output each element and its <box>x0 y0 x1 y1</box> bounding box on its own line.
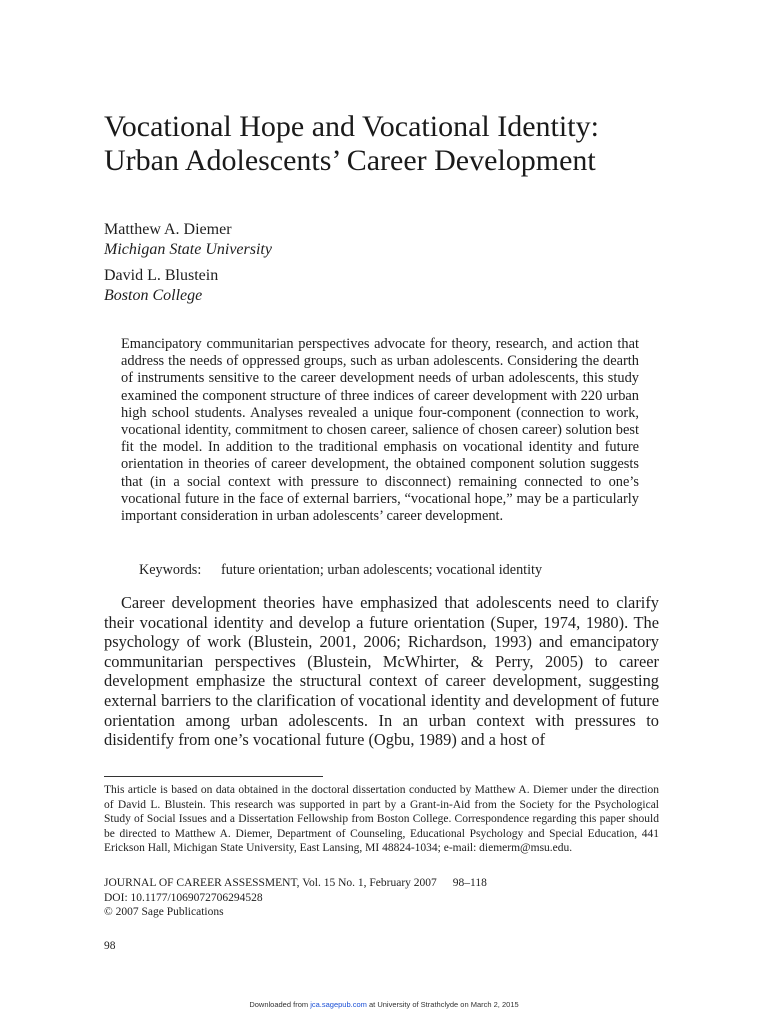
journal-citation-line <box>104 876 659 891</box>
author-affiliation-1: Michigan State University <box>104 241 272 258</box>
journal-doi: DOI: 10.1177/1069072706294528 <box>104 891 263 904</box>
journal-citation: JOURNAL OF CAREER ASSESSMENT, Vol. 15 No. 1, February 2007 <box>104 877 437 889</box>
download-prefix: Downloaded from <box>249 1000 309 1009</box>
article-title <box>104 110 704 178</box>
footnote: This article is based on data obtained in the doctoral dissertation conducted by Matthew A. Diemer under the direction of David L. Blustein. This research was supported in part by a Grant-in-Aid from the Society for the Psychological Study of Social Issues and a Dissertation Fellowship from Boston College. Correspondence regarding this paper should be directed to Matthew A. Diemer, Department of Counseling, Educational Psychology and Special Education, 441 Erickson Hall, Michigan State University, East Lansing, MI 48824-1034; e-mail: diemerm@msu.edu. <box>104 784 659 855</box>
journal-pages: 98–118 <box>452 877 487 889</box>
body-paragraph: Career development theories have emphasized that adolescents need to clarify their vocational identity and develop a future orientation (Super, 1974, 1980). The psychology of work (Blustein, 2001, 2006; Richardson, 1993) and emancipatory communitarian perspectives (Blustein, McWhirter, & Perry, 2005) to career development emphasize the structural context of career development, suggesting external barriers to the clarification of vocational identity and development of future orientation among urban adolescents. In an urban context with pressures to disidentify from one’s vocational future (Ogbu, 1989) and a host of <box>104 593 659 750</box>
title-line-2: Urban Adolescents’ Career Development <box>104 144 596 177</box>
download-notice <box>0 1000 768 1009</box>
page-number: 98 <box>104 940 116 952</box>
journal-info <box>104 876 659 920</box>
title-line-1: Vocational Hope and Vocational Identity: <box>104 110 599 143</box>
keywords-label: Keywords: <box>139 562 202 578</box>
keywords <box>139 561 659 579</box>
author-name-2: David L. Blustein <box>104 267 219 284</box>
abstract: Emancipatory communitarian perspectives advocate for theory, research, and action that address the needs of oppressed groups, such as urban adolescents. Considering the dearth of instruments sensitive to the career development needs of urban adolescents, this study examined the component structure of three indices of career development with 220 urban high school students. Analyses revealed a unique four-component (connection to work, vocational identity, commitment to chosen career, salience of chosen career) solution best fit the model. In addition to the traditional emphasis on vocational identity and future orientation in theories of career development, the obtained component solution suggests that (in a social context with pressure to disconnect) remaining connected to one’s vocational future in the face of external barriers, “vocational hope,” may be a particularly important consideration in urban adolescents’ career development. <box>121 336 639 525</box>
download-suffix: at University of Strathclyde on March 2, 2015 <box>369 1000 519 1009</box>
footnote-divider <box>104 776 323 777</box>
author-name-1: Matthew A. Diemer <box>104 221 232 238</box>
keywords-text: future orientation; urban adolescents; vocational identity <box>221 562 543 578</box>
download-link[interactable]: jca.sagepub.com <box>310 1000 367 1009</box>
author-affiliation-2: Boston College <box>104 287 203 304</box>
journal-copyright: © 2007 Sage Publications <box>104 906 224 919</box>
